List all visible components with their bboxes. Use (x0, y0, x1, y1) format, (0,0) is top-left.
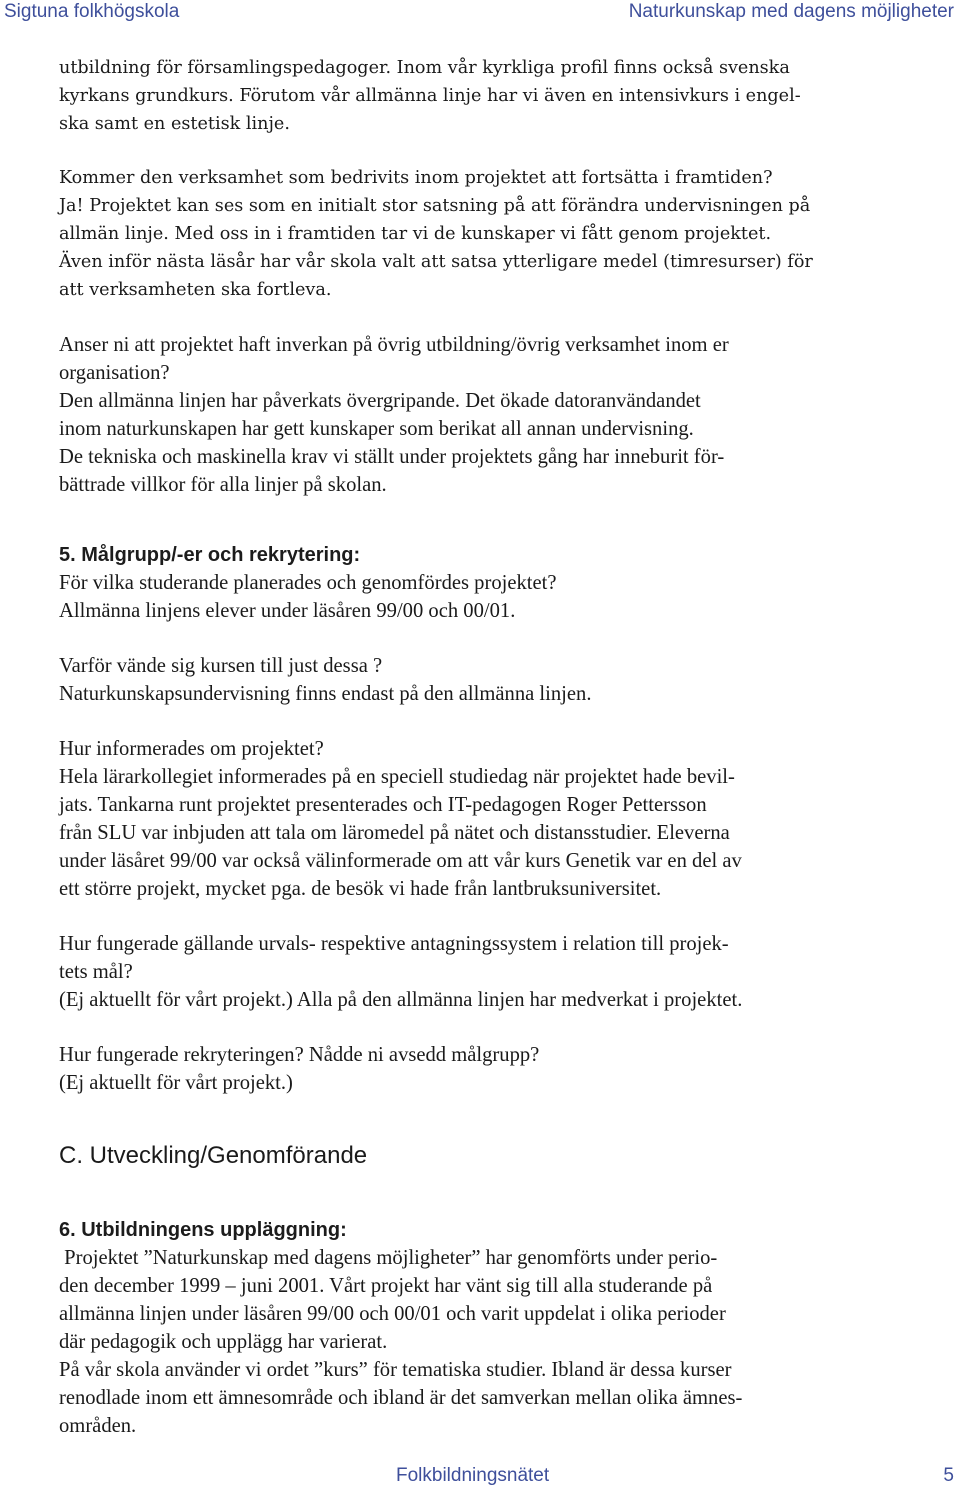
footer-publisher: Folkbildningsnätet (396, 1465, 550, 1486)
section-heading: 6. Utbildningens uppläggning: (59, 1219, 347, 1241)
text-line: Ja! Projektet kan ses som en initialt stor satsning på att förändra undervisningen på (59, 196, 811, 216)
text-line: inom naturkunskapen har gett kunskaper som berikat all annan undervisning. (59, 418, 694, 440)
question-line: Kommer den verksamhet som bedrivits inom projektet att fortsätta i framtiden? (59, 168, 773, 188)
question-line: Varför vände sig kursen till just dessa ? (59, 655, 383, 677)
question-line: tets mål? (59, 961, 133, 983)
text-line: allmänna linjen under läsåren 99/00 och 00/01 och varit uppdelat i olika perioder (59, 1303, 726, 1325)
header-project-title: Naturkunskap med dagens möjligheter (628, 1, 954, 22)
text-line: Även inför nästa läsår har vår skola valt att satsa ytterligare medel (timresurser) för (59, 252, 813, 272)
text-line: områden. (59, 1415, 137, 1437)
text-line: där pedagogik och upplägg har varierat. (59, 1331, 388, 1353)
text-line: Hela lärarkollegiet informerades på en speciell studiedag när projektet hade bevil- (59, 766, 735, 788)
text-line: allmän linje. Med oss in i framtiden tar vi de kunskaper vi fått genom projektet. (59, 224, 772, 244)
text-line: under läsåret 99/00 var också välinformerade om att vår kurs Genetik var en del av (59, 850, 742, 872)
text-line: utbildning för församlingspedagoger. Inom vår kyrkliga profil finns också svenska (59, 58, 790, 78)
section-heading: 5. Målgrupp/-er och rekrytering: (59, 544, 361, 566)
question-line: Hur informerades om projektet? (59, 738, 324, 760)
header-school-name: Sigtuna folkhögskola (4, 1, 180, 22)
question-line: organisation? (59, 362, 170, 384)
page-header (0, 0, 960, 26)
text-line: (Ej aktuellt för vårt projekt.) Alla på den allmänna linjen har medverkat i projektet. (59, 989, 743, 1011)
text-line: kyrkans grundkurs. Förutom vår allmänna linje har vi även en intensivkurs i engel- (59, 86, 801, 106)
text-line: ska samt en estetisk linje. (59, 114, 290, 134)
text-line: (Ej aktuellt för vårt projekt.) (59, 1072, 293, 1094)
question-line: Hur fungerade rekryteringen? Nådde ni avsedd målgrupp? (59, 1044, 540, 1066)
page-footer (0, 1465, 960, 1489)
question-line: Anser ni att projektet haft inverkan på övrig utbildning/övrig verksamhet inom er (59, 334, 729, 356)
question-line: För vilka studerande planerades och genomfördes projektet? (59, 572, 557, 594)
text-line: renodlade inom ett ämnesområde och ibland är det samverkan mellan olika ämnes- (59, 1387, 743, 1409)
text-line: Den allmänna linjen har påverkats övergripande. Det ökade datoranvändandet (59, 390, 701, 412)
text-line: På vår skola använder vi ordet ”kurs” för tematiska studier. Ibland är dessa kurser (59, 1359, 732, 1381)
text-line: jats. Tankarna runt projektet presenterades och IT-pedagogen Roger Pettersson (59, 794, 707, 816)
page-number: 5 (943, 1465, 954, 1486)
text-line: den december 1999 – juni 2001. Vårt projekt har vänt sig till alla studerande på (59, 1275, 713, 1297)
text-line: att verksamheten ska fortleva. (59, 280, 332, 300)
text-line: De tekniska och maskinella krav vi ställt under projektets gång har inneburit för- (59, 446, 725, 468)
chapter-heading: C. Utveckling/Genomförande (59, 1142, 368, 1169)
text-line: Projektet ”Naturkunskap med dagens möjligheter” har genomförts under perio- (59, 1247, 718, 1269)
question-line: Hur fungerade gällande urvals- respektive antagningssystem i relation till projek- (59, 933, 729, 955)
text-line: från SLU var inbjuden att tala om läromedel på nätet och distansstudier. Eleverna (59, 822, 730, 844)
text-line: ett större projekt, mycket pga. de besök vi hade från lantbruksuniversitet. (59, 878, 662, 900)
text-line: bättrade villkor för alla linjer på skolan. (59, 474, 387, 496)
text-line: Allmänna linjens elever under läsåren 99/00 och 00/01. (59, 600, 516, 622)
text-line: Naturkunskapsundervisning finns endast på den allmänna linjen. (59, 683, 592, 705)
